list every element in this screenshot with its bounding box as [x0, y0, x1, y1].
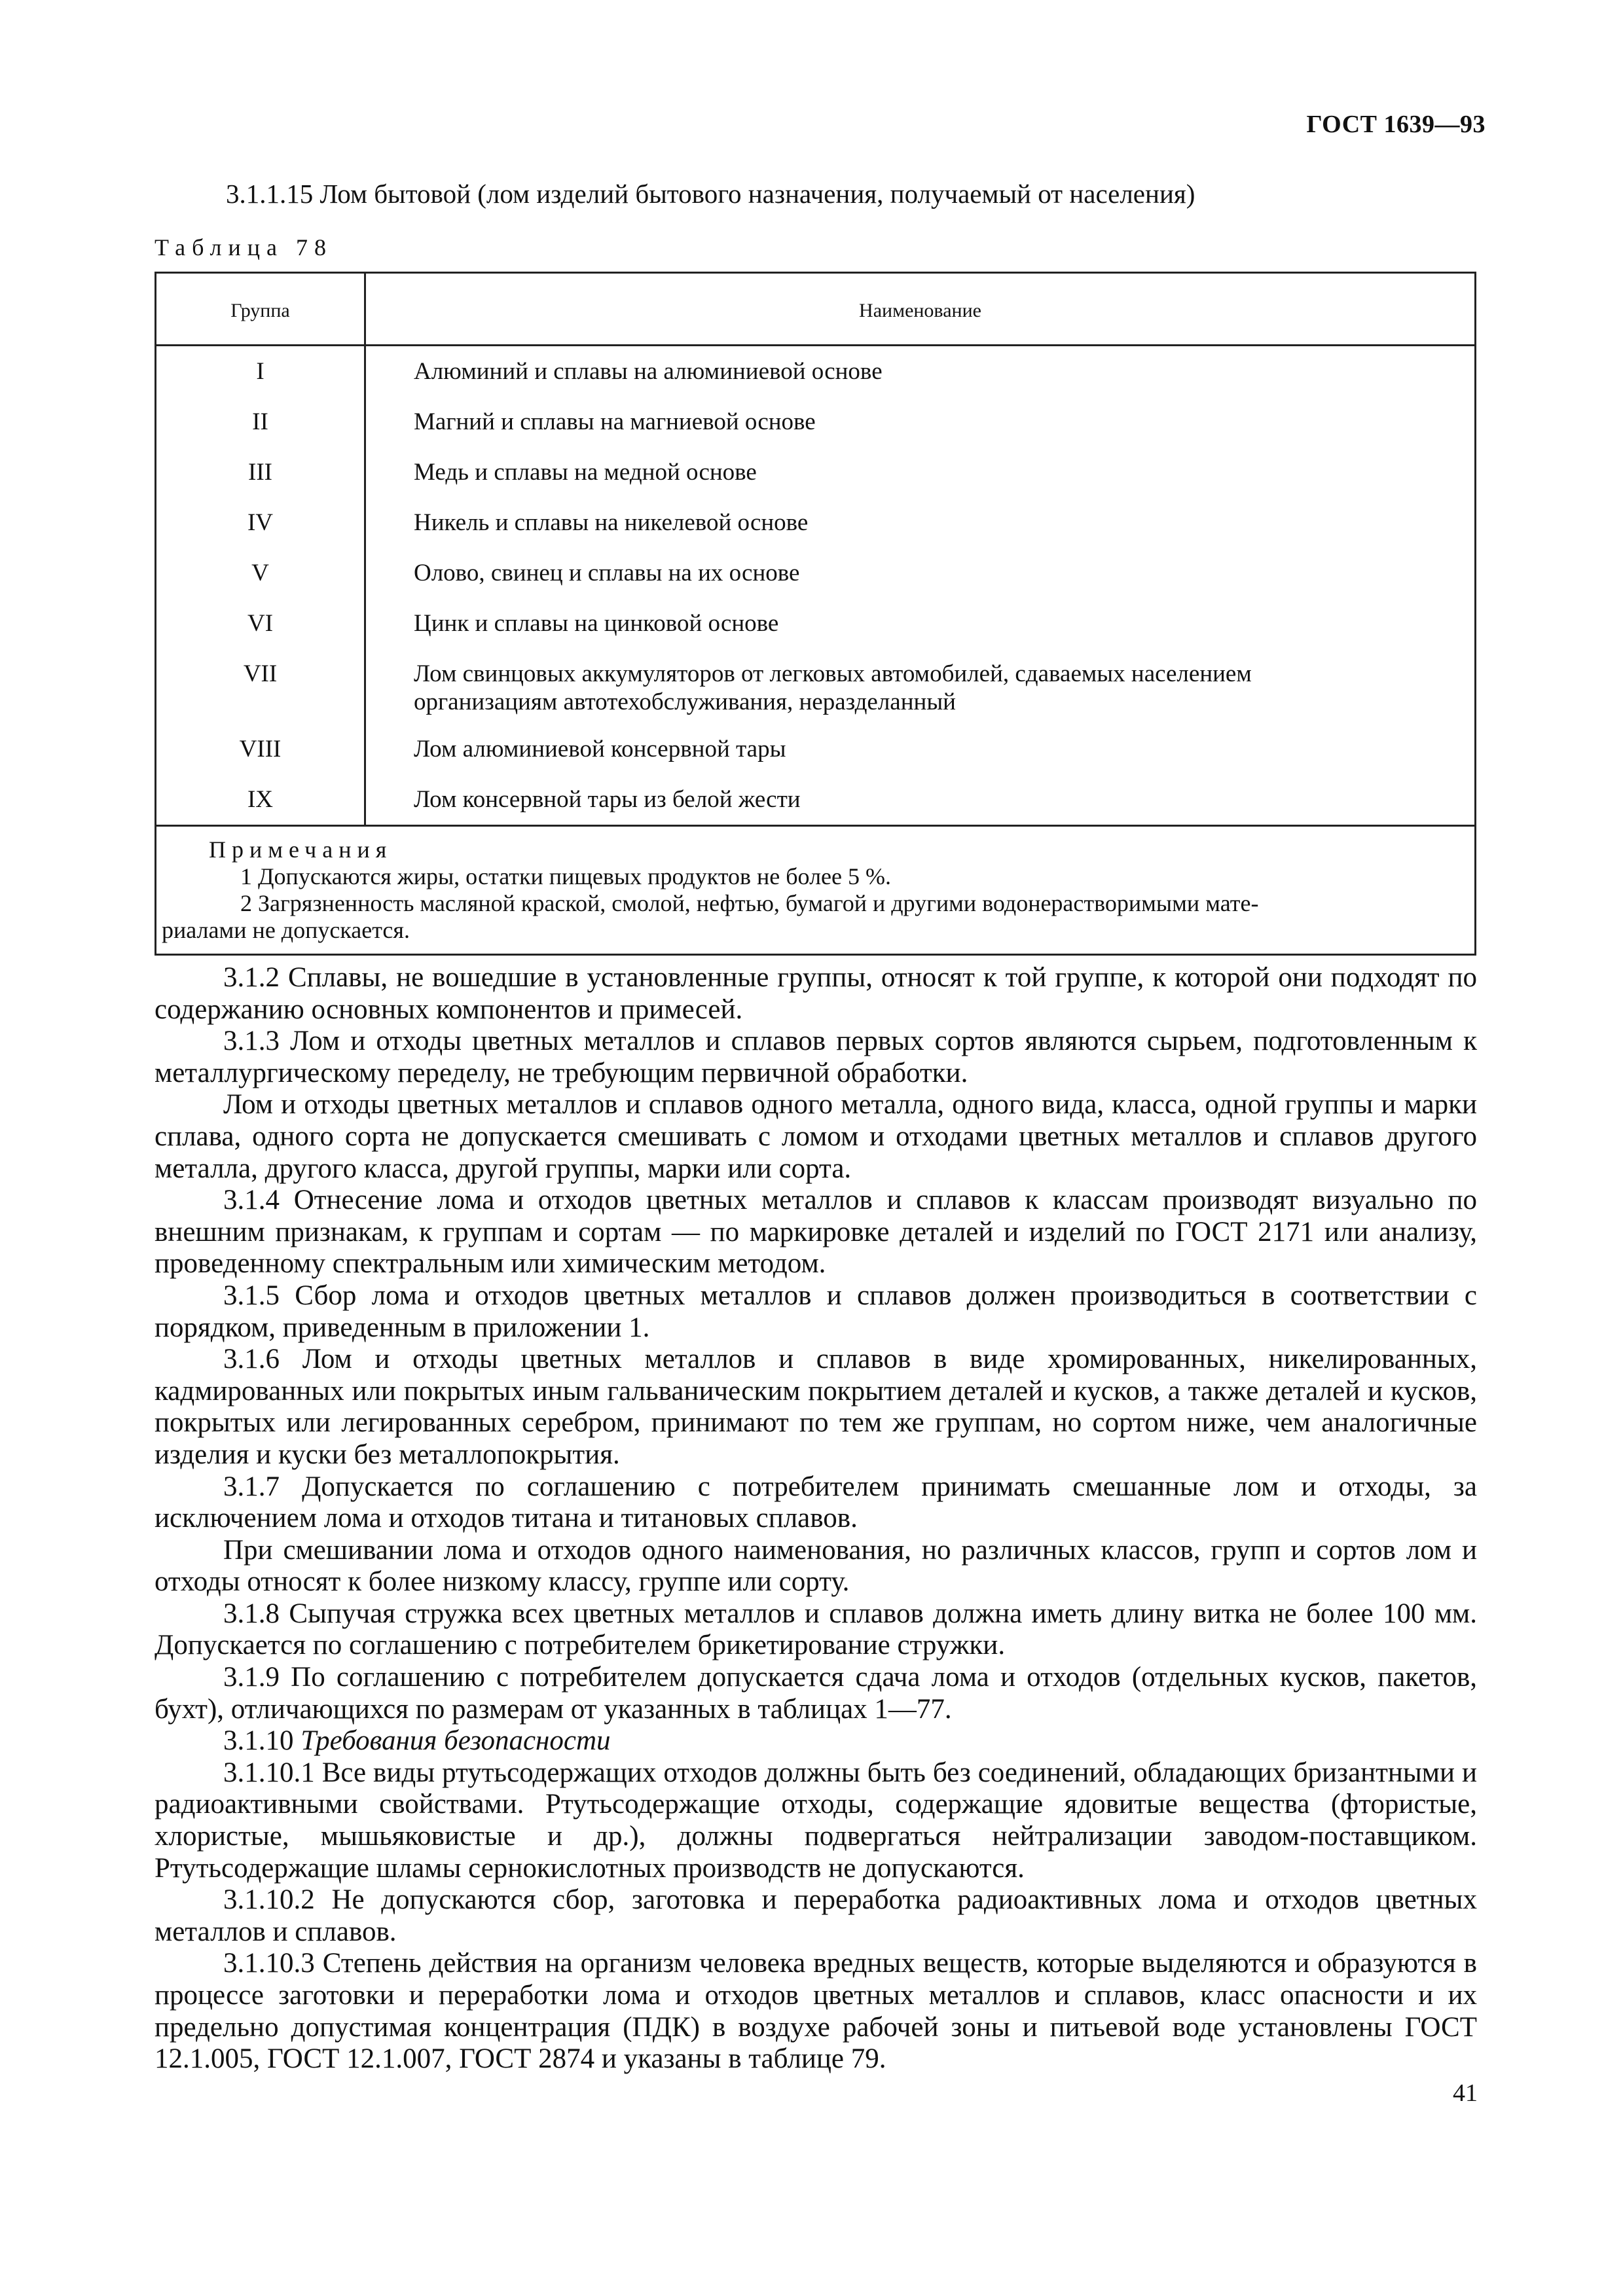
note-item: 1 Допускаются жиры, остатки пищевых продуктов не более 5 %. — [240, 863, 891, 889]
page-number: 41 — [1453, 2079, 1478, 2107]
safety-title: Требования безопасности — [301, 1725, 611, 1757]
note-item: 2 Загрязненность масляной краской, смолой, нефтью, бумагой и другими водонерастворимыми мате- — [240, 890, 1259, 916]
notes-title: Примечания — [209, 836, 393, 863]
table-divider — [156, 825, 1474, 827]
group-cell: IV — [247, 509, 274, 536]
name-cell: Алюминий и сплавы на алюминиевой основе — [414, 358, 883, 385]
group-cell: IX — [247, 786, 274, 813]
paragraph: 3.1.10.2 Не допускаются сбор, заготовка и переработка радиоактивных лома и отходов цветных металлов и сплавов. — [155, 1884, 1477, 1947]
column-header-group: Группа — [230, 300, 290, 321]
name-cell: Магний и сплавы на магниевой основе — [414, 408, 816, 435]
paragraph: Лом и отходы цветных металлов и сплавов одного металла, одного вида, класса, одной группы и марки сплава, одного сорта не допускается смешивать с ломом и отходами цветных металлов и сплавов другого металла, другого класса, другой группы, марки или сорта. — [155, 1089, 1477, 1184]
name-cell: Медь и сплавы на медной основе — [414, 459, 757, 486]
safety-number: 3.1.10 — [223, 1725, 294, 1757]
groups-table — [155, 272, 1476, 956]
document-code: ГОСТ 1639—93 — [1306, 111, 1486, 138]
table-header-row — [156, 274, 1474, 346]
table-notes — [156, 836, 1474, 944]
paragraph: 3.1.5 Сбор лома и отходов цветных металлов и сплавов должен производиться в соответствии с порядком, приведенным в приложении 1. — [155, 1280, 1477, 1343]
table-column-divider — [364, 274, 366, 825]
paragraph: 3.1.7 Допускается по соглашению с потребителем принимать смешанные лом и отходы, за исключением лома и отходов титана и титановых сплавов. — [155, 1471, 1477, 1534]
paragraph: 3.1.6 Лом и отходы цветных металлов и сплавов в виде хромированных, никелированных, кадмированных или покрытых иным гальваническим покрытием деталей и кусков, а также деталей и кусков, покрытых или легированных серебром, принимают по тем же группам, но сортом ниже, чем аналогичные изделия и куски без металлопокрытия. — [155, 1344, 1477, 1470]
name-cell: Лом консервной тары из белой жести — [414, 786, 801, 813]
group-cell: II — [252, 408, 268, 435]
paragraph: При смешивании лома и отходов одного наименования, но различных классов, групп и сортов лом и отходы относят к более низкому классу, группе или сорту. — [155, 1534, 1477, 1598]
group-cell: VII — [243, 660, 278, 687]
paragraph: 3.1.9 По соглашению с потребителем допускается сдача лома и отходов (отдельных кусков, пакетов, бухт), отличающихся по размерам от указанных в таблицах 1—77. — [155, 1662, 1477, 1725]
group-cell: VIII — [239, 736, 282, 762]
paragraph: 3.1.3 Лом и отходы цветных металлов и сплавов первых сортов являются сырьем, подготовленным к металлургическому переделу, не требующим первичной обработки. — [155, 1026, 1477, 1088]
group-cell: V — [251, 560, 269, 586]
name-cell: Никель и сплавы на никелевой основе — [414, 509, 809, 536]
paragraph: 3.1.8 Сыпучая стружка всех цветных металлов и сплавов должна иметь длину витка не более 100 мм. Допускается по соглашению с потребителем брикетирование стружки. — [155, 1598, 1477, 1661]
paragraph: 3.1.2 Сплавы, не вошедшие в установленные группы, относят к той группе, к которой они подходят по содержанию основных компонентов и примесей. — [155, 962, 1477, 1025]
name-cell: Лом свинцовых аккумуляторов от легковых автомобилей, сдаваемых населением организациям автотехобслуживания, неразделанный — [414, 660, 1252, 715]
name-cell: Олово, свинец и сплавы на их основе — [414, 560, 800, 586]
body-text — [155, 962, 1477, 2075]
column-header-name: Наименование — [859, 300, 981, 321]
table-label: Таблица 78 — [155, 234, 333, 260]
safety-heading — [155, 1725, 1477, 1757]
group-cell: I — [256, 358, 264, 385]
section-title: 3.1.1.15 Лом бытовой (лом изделий бытового назначения, получаемый от населения) — [226, 179, 1195, 209]
note-item: риалами не допускается. — [162, 917, 410, 943]
name-cell: Лом алюминиевой консервной тары — [414, 736, 786, 762]
name-cell: Цинк и сплавы на цинковой основе — [414, 610, 779, 637]
group-cell: III — [248, 459, 272, 486]
paragraph: 3.1.4 Отнесение лома и отходов цветных металлов и сплавов к классам производят визуально по внешним признакам, к группам и сортам — по маркировке деталей и изделий по ГОСТ 2171 или анализу, проведенному спектральным или химическим методом. — [155, 1185, 1477, 1280]
paragraph: 3.1.10.1 Все виды ртутьсодержащих отходов должны быть без соединений, обладающих бризантными и радиоактивными свойствами. Ртутьсодержащие отходы, содержащие ядовитые вещества (фтористые, хлористые, мышьяковистые и др.), должны подвергаться нейтрализации заводом-поставщиком. Ртутьсодержащие шламы сернокислотных производств не допускаются. — [155, 1757, 1477, 1884]
group-cell: VI — [247, 610, 274, 637]
paragraph: 3.1.10.3 Степень действия на организм человека вредных веществ, которые выделяются и образуются в процессе заготовки и переработки лома и отходов цветных металлов и сплавов, класс опасности и их предельно допустимая концентрация (ПДК) в воздухе рабочей зоны и питьевой воде установлены ГОСТ 12.1.005, ГОСТ 12.1.007, ГОСТ 2874 и указаны в таблице 79. — [155, 1948, 1477, 2075]
